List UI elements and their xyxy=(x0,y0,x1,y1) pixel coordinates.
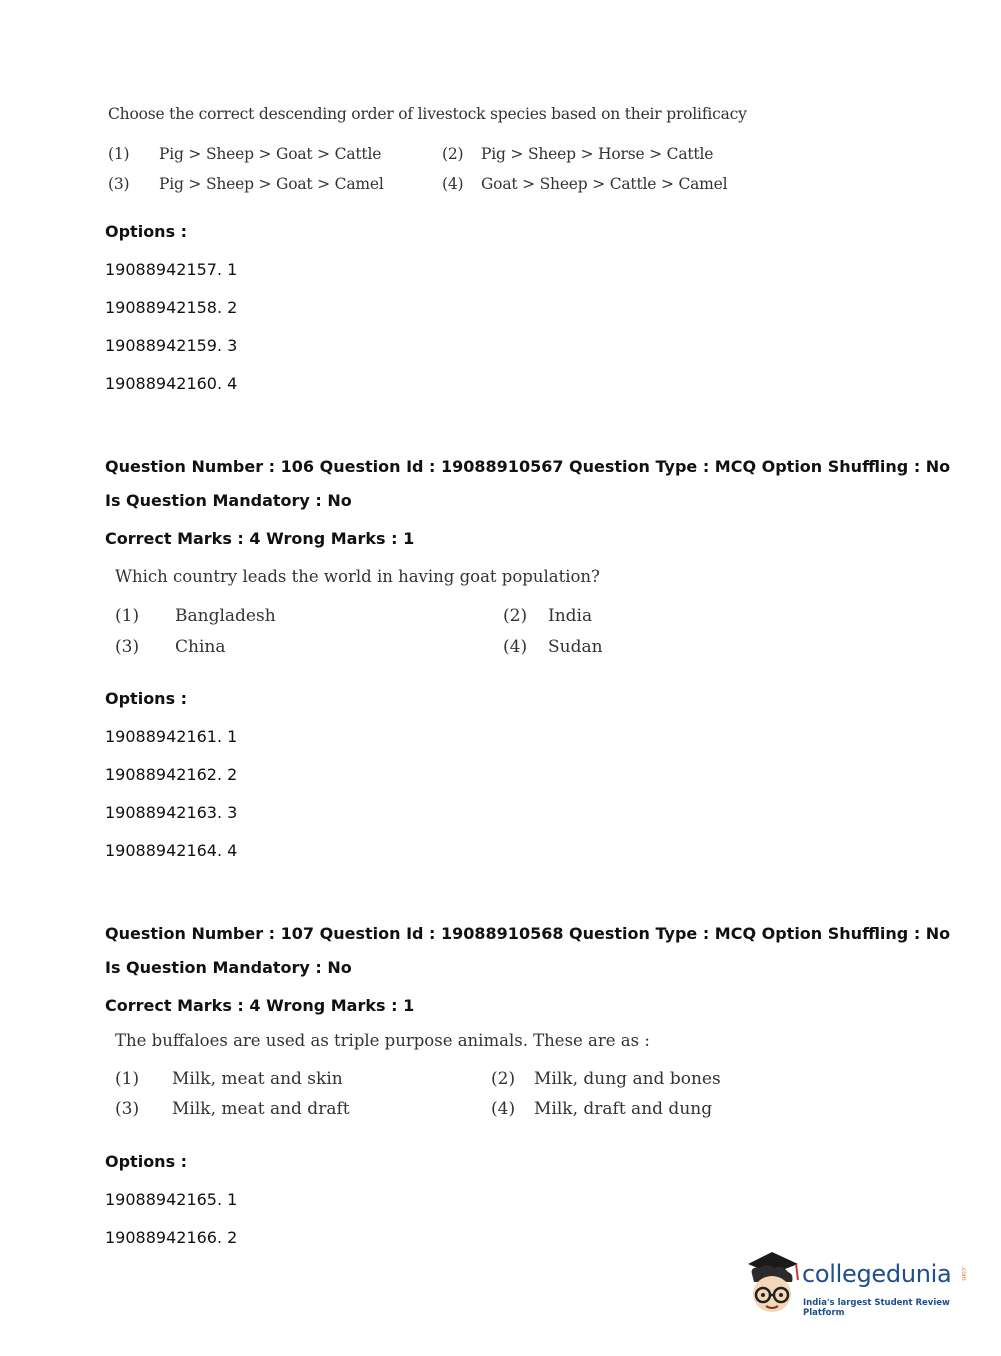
q105-option-1: 19088942157. 1 xyxy=(105,260,238,279)
q107-choice-4-text: Milk, draft and dung xyxy=(534,1099,713,1119)
q105-choice-1-num: (1) xyxy=(108,145,130,163)
q106-choice-4-num: (4) xyxy=(503,637,528,657)
q106-choice-1-num: (1) xyxy=(115,606,140,626)
q106-marks: Correct Marks : 4 Wrong Marks : 1 xyxy=(105,529,415,548)
q105-choice-2-text: Pig > Sheep > Horse > Cattle xyxy=(481,145,714,163)
q105-choice-1-text: Pig > Sheep > Goat > Cattle xyxy=(159,145,382,163)
q107-choice-1-num: (1) xyxy=(115,1069,140,1089)
q105-choice-2-num: (2) xyxy=(442,145,464,163)
q105-option-3: 19088942159. 3 xyxy=(105,336,238,355)
q106-option-2: 19088942162. 2 xyxy=(105,765,238,784)
q106-option-3: 19088942163. 3 xyxy=(105,803,238,822)
q106-stem: Which country leads the world in having goat population? xyxy=(115,567,600,586)
q107-mandatory: Is Question Mandatory : No xyxy=(105,958,352,977)
logo-name: collegedunia xyxy=(802,1260,952,1288)
logo-suffix: .com xyxy=(960,1266,967,1281)
q105-option-4: 19088942160. 4 xyxy=(105,374,238,393)
q105-choice-4-num: (4) xyxy=(442,175,464,193)
q106-choice-3-num: (3) xyxy=(115,637,140,657)
q106-choice-3-text: China xyxy=(175,637,226,657)
q106-choice-4-text: Sudan xyxy=(548,637,603,657)
logo-tagline: India's largest Student Review Platform xyxy=(803,1298,950,1318)
q105-options-label: Options : xyxy=(105,222,188,241)
mascot-icon xyxy=(742,1250,804,1318)
q105-choice-4-text: Goat > Sheep > Cattle > Camel xyxy=(481,175,728,193)
q105-stem: Choose the correct descending order of livestock species based on their prolificacy xyxy=(108,105,747,123)
q107-choice-3-num: (3) xyxy=(115,1099,140,1119)
q107-choice-3-text: Milk, meat and draft xyxy=(172,1099,350,1119)
q105-choice-3-text: Pig > Sheep > Goat > Camel xyxy=(159,175,384,193)
q106-options-label: Options : xyxy=(105,689,188,708)
q105-option-2: 19088942158. 2 xyxy=(105,298,238,317)
q106-option-4: 19088942164. 4 xyxy=(105,841,238,860)
q106-choice-2-num: (2) xyxy=(503,606,528,626)
q107-choice-1-text: Milk, meat and skin xyxy=(172,1069,343,1089)
q106-choice-2-text: India xyxy=(548,606,593,626)
q107-choice-2-text: Milk, dung and bones xyxy=(534,1069,721,1089)
q106-header: Question Number : 106 Question Id : 19088910567 Question Type : MCQ Option Shuffling : No xyxy=(105,457,951,476)
q107-choice-2-num: (2) xyxy=(491,1069,516,1089)
q107-option-1: 19088942165. 1 xyxy=(105,1190,238,1209)
q107-stem: The buffaloes are used as triple purpose animals. These are as : xyxy=(115,1031,650,1050)
q106-option-1: 19088942161. 1 xyxy=(105,727,238,746)
q107-header: Question Number : 107 Question Id : 19088910568 Question Type : MCQ Option Shuffling : No xyxy=(105,924,951,943)
q107-marks: Correct Marks : 4 Wrong Marks : 1 xyxy=(105,996,415,1015)
q107-choice-4-num: (4) xyxy=(491,1099,516,1119)
q107-option-2: 19088942166. 2 xyxy=(105,1228,238,1247)
q105-choice-3-num: (3) xyxy=(108,175,130,193)
collegedunia-logo xyxy=(742,1250,972,1320)
q106-mandatory: Is Question Mandatory : No xyxy=(105,491,352,510)
q106-choice-1-text: Bangladesh xyxy=(175,606,276,626)
q107-options-label: Options : xyxy=(105,1152,188,1171)
